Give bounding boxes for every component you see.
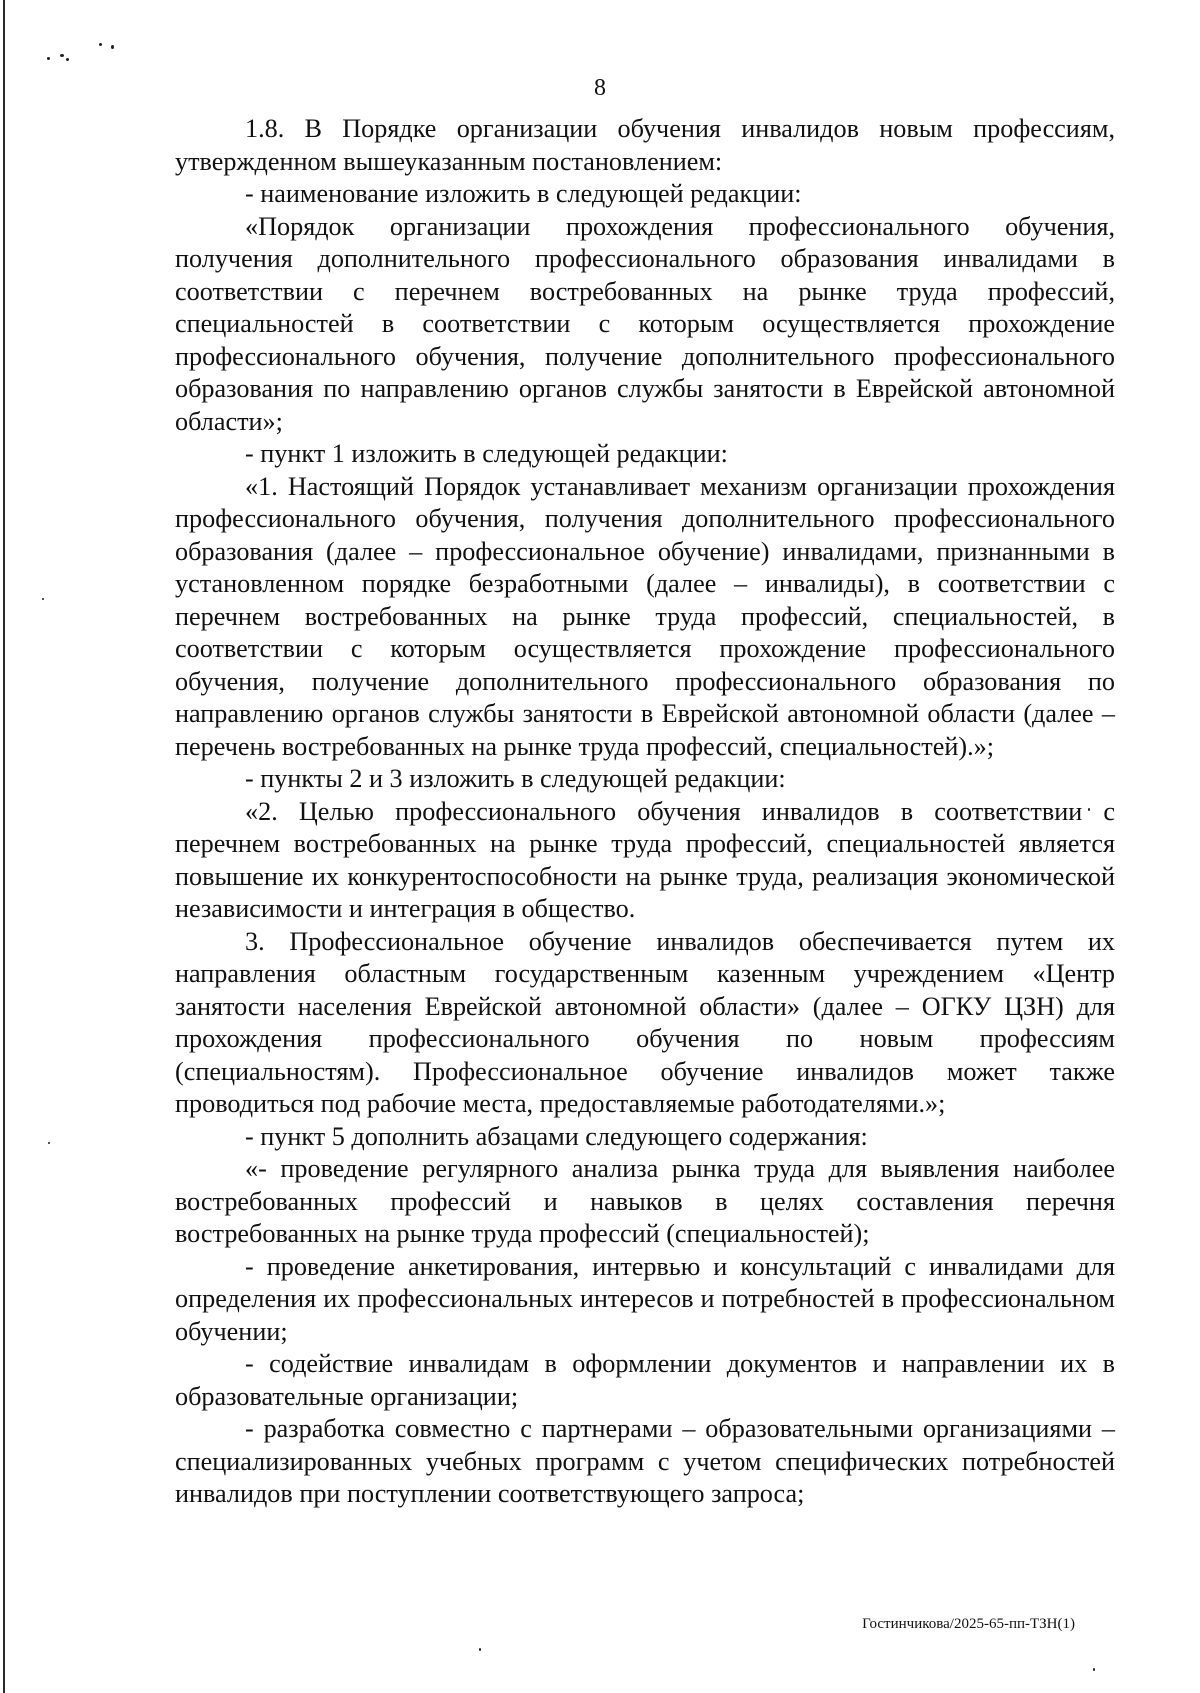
scan-left-edge — [3, 0, 5, 1693]
scan-speck — [1093, 1668, 1095, 1671]
scan-speck — [99, 43, 102, 46]
paragraph: «1. Настоящий Порядок устанавливает механизм организации прохождения профессионального обучения, получения дополнительного профессионального образования (далее – профессиональное обучение) инвалидами, признанными в установленном порядке безработными (далее – инвалиды), в соответствии с перечнем востребованных на рынке труда профессий, специальностей, в соответствии с которым осуществляется прохождение профессионального обучения, получение дополнительного профессионального образования по направлению органов службы занятости в Еврейской автономной области (далее – перечень востребованных на рынке труда профессий, специальностей).»; — [175, 471, 1115, 761]
paragraph: «2. Целью профессионального обучения инвалидов в соответствии с перечнем востребованных на рынке труда профессий, специальностей является повышение их конкурентоспособности на рынке труда, реализация экономической независимости и интеграция в общество. — [175, 796, 1115, 923]
scan-speck — [66, 58, 69, 61]
paragraph: 1.8. В Порядке организации обучения инвалидов новым профессиям, утвержденном вышеуказанным постановлением: — [175, 114, 1115, 176]
document-code: Гостинчикова/2025-65-пп-ТЗН(1) — [862, 1616, 1075, 1632]
paragraph: - разработка совместно с партнерами – образовательными организациями – специализированных учебных программ с учетом специфических потребностей инвалидов при поступлении соответствующего запроса; — [175, 1414, 1115, 1508]
paragraph: «- проведение регулярного анализа рынка труда для выявления наиболее востребованных профессий и навыков в целях составления перечня востребованных на рынке труда профессий (специальностей); — [175, 1154, 1115, 1248]
page-number: 8 — [594, 75, 606, 101]
scan-speck — [479, 1648, 481, 1651]
paragraph: 3. Профессиональное обучение инвалидов обеспечивается путем их направления областным государственным казенным учреждением «Центр занятости населения Еврейской автономной области» (далее – ОГКУ ЦЗН) для прохождения профессионального обучения по новым профессиям (специальностям). Профессиональное обучение инвалидов может также проводиться под рабочие места, предоставляемые работодателями.»; — [175, 926, 1115, 1118]
paragraph: - пункты 2 и 3 изложить в следующей редакции: — [245, 764, 786, 793]
paragraph: - пункт 5 дополнить абзацами следующего содержания: — [245, 1121, 868, 1151]
scan-speck — [111, 45, 114, 49]
paragraph: «Порядок организации прохождения профессионального обучения, получения дополнительного профессионального образования инвалидами в соответствии с перечнем востребованных на рынке труда профессий, специальностей в соответствии с которым осуществляется прохождение профессионального обучения, получение дополнительного профессионального образования по направлению органов службы занятости в Еврейской автономной области»; — [175, 211, 1115, 436]
document-body — [175, 113, 1115, 1511]
scan-speck — [48, 1142, 50, 1144]
paragraph: - пункт 1 изложить в следующей редакции: — [245, 439, 728, 468]
scan-speck — [60, 54, 64, 57]
paragraph: - содействие инвалидам в оформлении документов и направлении их в образовательные организации; — [175, 1349, 1115, 1411]
paragraph: - наименование изложить в следующей редакции: — [245, 179, 802, 208]
scan-speck — [47, 57, 50, 60]
paragraph: - проведение анкетирования, интервью и консультаций с инвалидами для определения их профессиональных интересов и потребностей в профессиональном обучении; — [175, 1251, 1115, 1346]
scan-speck — [42, 598, 44, 600]
